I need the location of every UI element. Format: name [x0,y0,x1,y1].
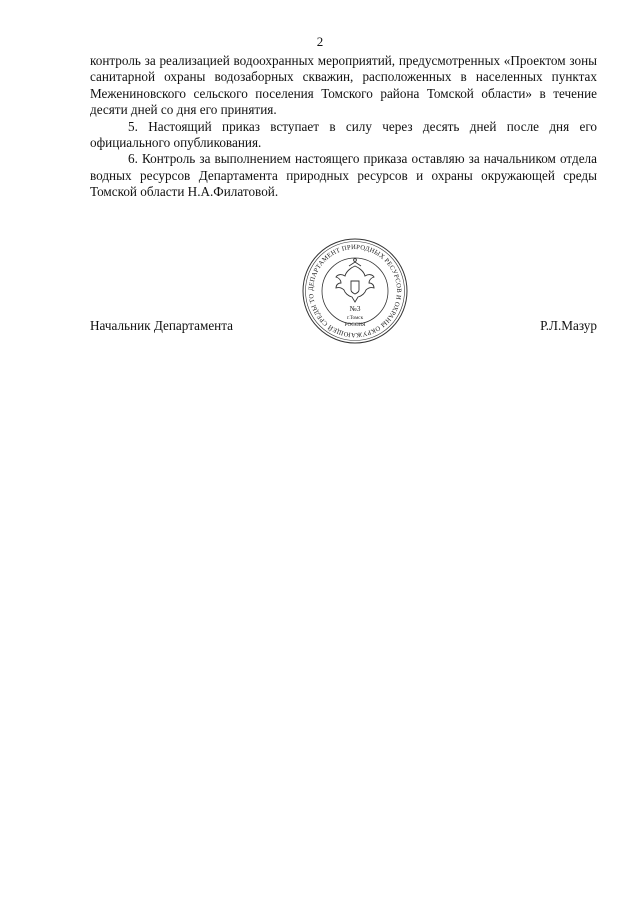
signatory-name: Р.Л.Мазур [540,318,597,333]
seal-city: г.Томск [346,315,364,321]
official-seal [300,236,410,346]
page-number: 2 [316,34,324,49]
coat-of-arms-icon [336,259,374,302]
seal-country: РОССИЯ [344,322,366,328]
seal-ring-text: ДЕПАРТАМЕНТ ПРИРОДНЫХ РЕСУРСОВ И ОХРАНЫ ОКРУЖАЮЩЕЙ СРЕДЫ ТО [307,243,403,339]
seal-number: №3 [349,304,361,313]
paragraph-item-6: 6. Контроль за выполнением настоящего приказа оставляю за начальником отдела водных ресурсов Департамента природных ресурсов и охраны окружающей среды Томской области Н.А.Филатовой. [90,151,597,200]
document-body [90,53,597,201]
signatory-title: Начальник Департамента [90,318,234,333]
paragraph-item-5: 5. Настоящий приказ вступает в силу через десять дней после дня его официального опубликования. [90,118,597,151]
paragraph-continuation: контроль за реализацией водоохранных мероприятий, предусмотренных «Проектом зоны санитарной охраны водозаборных скважин, расположенных в населенных пунктах Межениновского сельского поселения Томского района Томской области» в течение десяти дней со дня его принятия. [90,53,597,118]
